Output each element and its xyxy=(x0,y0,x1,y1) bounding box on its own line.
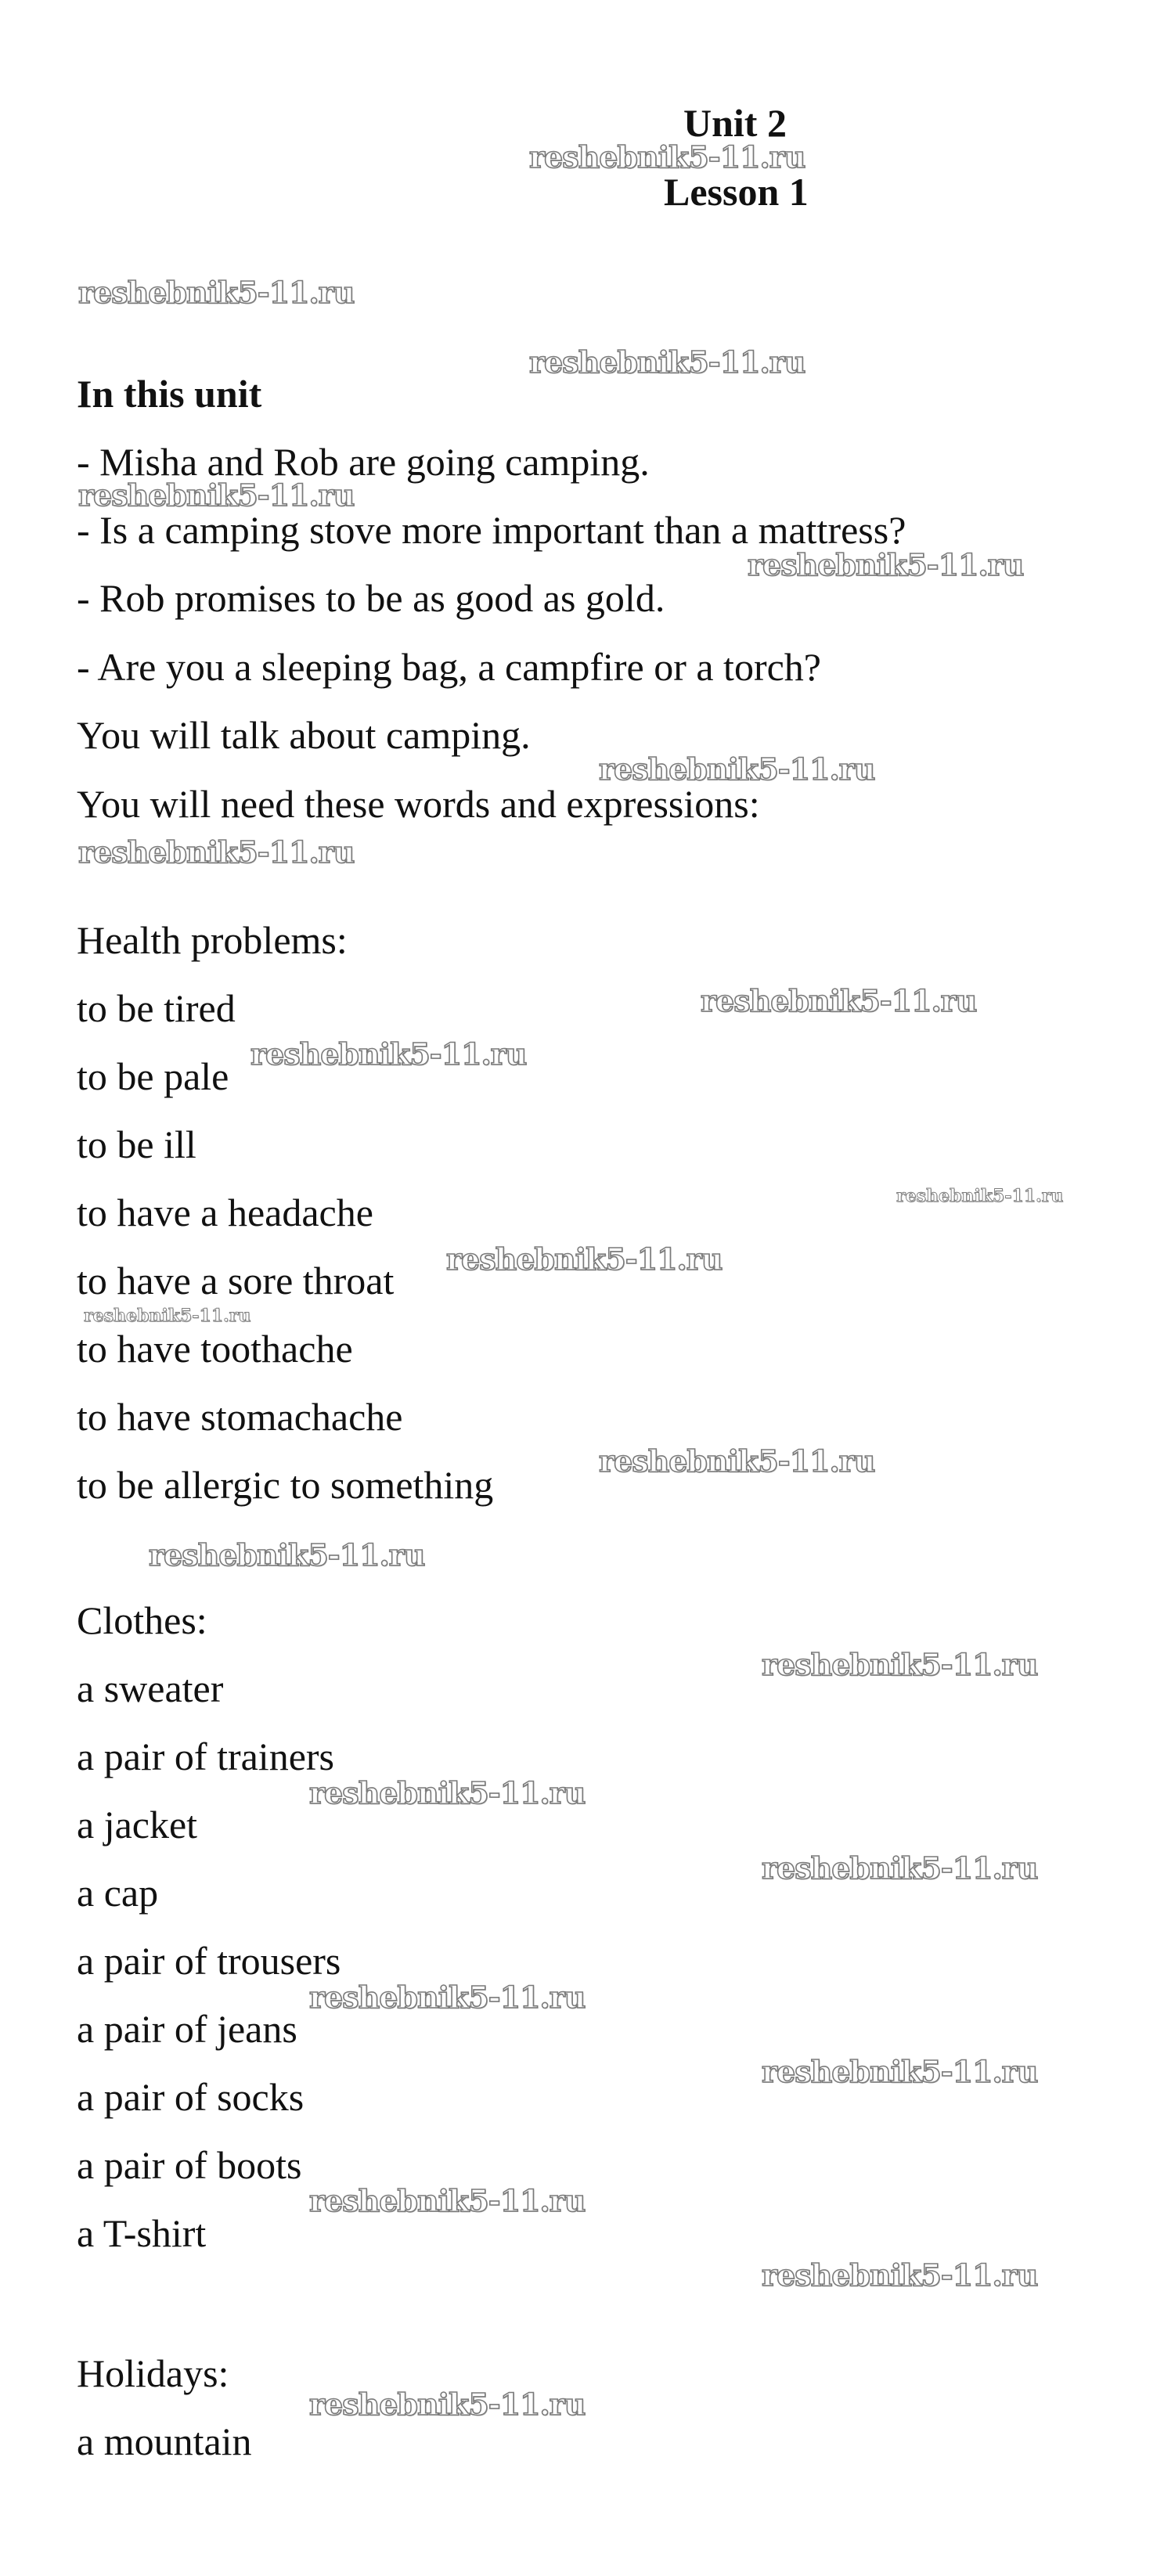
list-item: a pair of socks xyxy=(77,2075,305,2119)
intro-need: You will need these words and expressions: xyxy=(77,782,760,826)
list-item: a pair of trousers xyxy=(77,1939,341,1983)
watermark: reshebnik5-11.ru xyxy=(250,1036,527,1072)
list-item: to be allergic to something xyxy=(77,1463,494,1507)
clothes-title: Clothes: xyxy=(77,1598,207,1642)
intro-heading: In this unit xyxy=(77,372,262,416)
watermark: reshebnik5-11.ru xyxy=(78,275,355,310)
watermark: reshebnik5-11.ru xyxy=(78,834,355,870)
watermark: reshebnik5-11.ru xyxy=(78,477,355,513)
watermark: reshebnik5-11.ru xyxy=(762,1850,1038,1886)
intro-point: - Are you a sleeping bag, a campfire or a torch? xyxy=(77,645,821,689)
watermark: reshebnik5-11.ru xyxy=(529,344,805,380)
list-item: a sweater xyxy=(77,1666,224,1710)
watermark: reshebnik5-11.ru xyxy=(309,1980,586,2015)
holidays-title: Holidays: xyxy=(77,2351,229,2395)
list-item: a mountain xyxy=(77,2419,252,2463)
watermark: reshebnik5-11.ru xyxy=(446,1241,723,1277)
watermark: reshebnik5-11.ru xyxy=(84,1306,251,1326)
lesson-title: Lesson 1 xyxy=(664,170,809,214)
intro-point: - Is a camping stove more important than a mattress? xyxy=(77,508,906,552)
list-item: a T-shirt xyxy=(77,2211,207,2255)
intro-point: - Rob promises to be as good as gold. xyxy=(77,576,665,620)
watermark: reshebnik5-11.ru xyxy=(762,1647,1038,1682)
watermark: reshebnik5-11.ru xyxy=(762,2257,1038,2293)
watermark: reshebnik5-11.ru xyxy=(309,1775,586,1810)
intro-talk: You will talk about camping. xyxy=(77,713,531,757)
watermark: reshebnik5-11.ru xyxy=(309,2387,586,2422)
watermark: reshebnik5-11.ru xyxy=(309,2183,586,2218)
list-item: a pair of boots xyxy=(77,2143,302,2187)
health-title: Health problems: xyxy=(77,918,348,962)
watermark: reshebnik5-11.ru xyxy=(599,751,875,787)
list-item: a pair of trainers xyxy=(77,1735,335,1778)
watermark: reshebnik5-11.ru xyxy=(599,1443,875,1479)
watermark: reshebnik5-11.ru xyxy=(762,2054,1038,2089)
list-item: to be tired xyxy=(77,986,236,1030)
watermark: reshebnik5-11.ru xyxy=(529,139,805,175)
list-item: to be ill xyxy=(77,1122,196,1166)
list-item: to be pale xyxy=(77,1054,229,1098)
watermark: reshebnik5-11.ru xyxy=(748,547,1024,582)
unit-title: Unit 2 xyxy=(683,101,787,145)
intro-point: - Misha and Rob are going camping. xyxy=(77,440,650,484)
list-item: a cap xyxy=(77,1871,159,1915)
list-item: to have a sore throat xyxy=(77,1259,395,1302)
watermark: reshebnik5-11.ru xyxy=(149,1537,425,1573)
watermark: reshebnik5-11.ru xyxy=(896,1186,1064,1206)
list-item: a jacket xyxy=(77,1803,198,1846)
list-item: to have toothache xyxy=(77,1327,353,1371)
watermark: reshebnik5-11.ru xyxy=(701,983,977,1018)
list-item: to have a headache xyxy=(77,1191,373,1234)
list-item: a pair of jeans xyxy=(77,2007,297,2051)
list-item: to have stomachache xyxy=(77,1395,403,1439)
